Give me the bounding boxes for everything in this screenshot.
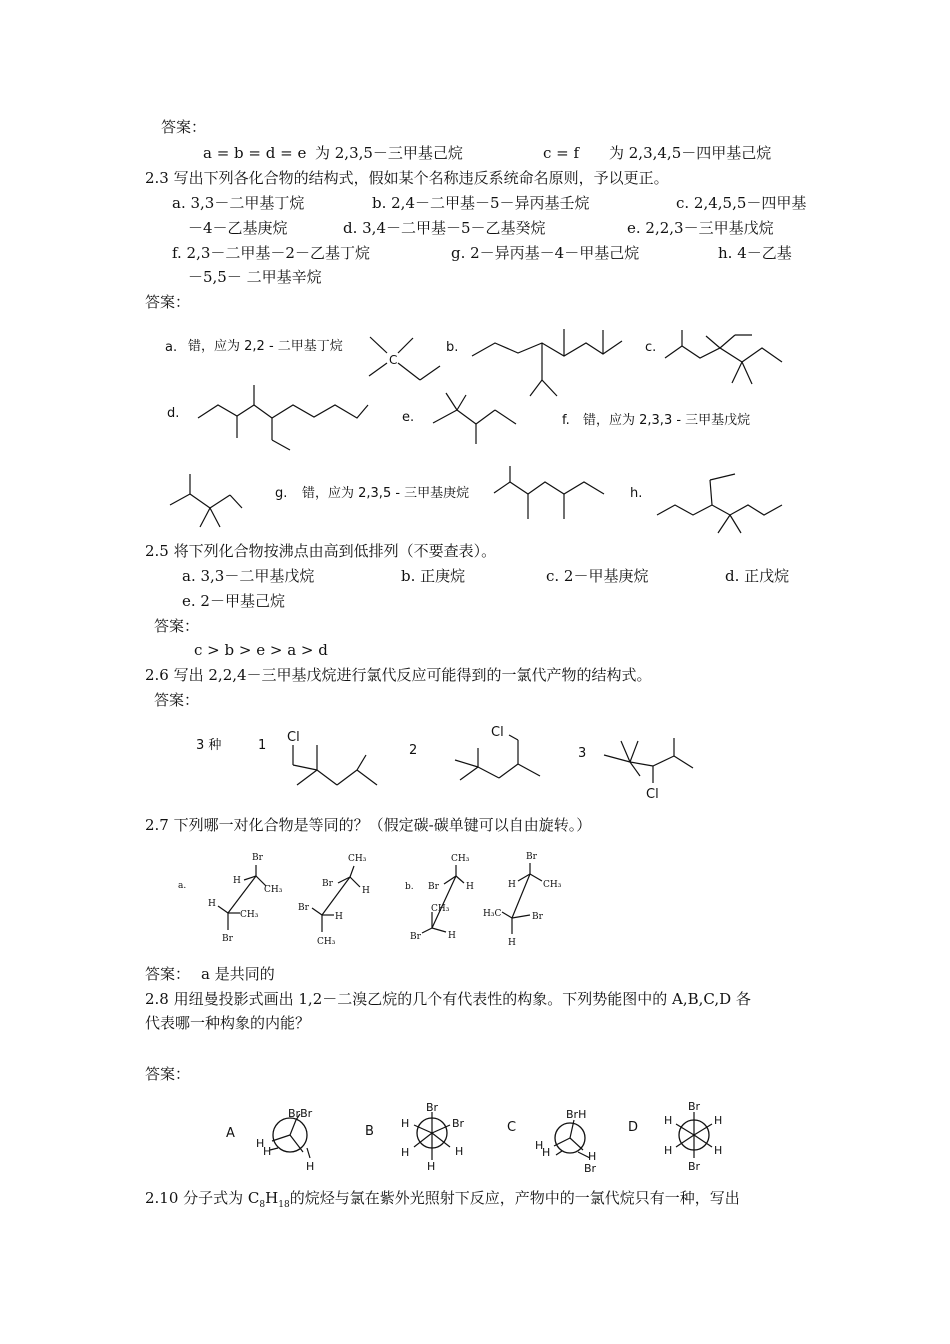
- chloro-product-2: [455, 735, 540, 780]
- svg-text:CH₃: CH₃: [240, 910, 259, 920]
- fig26-num2: 2: [409, 743, 418, 758]
- skeleton-23c: [665, 330, 782, 384]
- answer-24-line3: c = f: [543, 144, 580, 162]
- svg-text:H: H: [455, 1145, 464, 1158]
- svg-text:H: H: [588, 1150, 597, 1163]
- q25-e: e. 2－甲基己烷: [182, 592, 285, 610]
- svg-text:Br: Br: [222, 934, 233, 944]
- chloro-product-3: [604, 738, 693, 783]
- svg-text:H: H: [263, 1145, 272, 1158]
- question-28-line1: 2.8 用纽曼投影式画出 1,2－二溴乙烷的几个有代表性的构象。下列势能图中的 A,B,C,D 各: [145, 990, 751, 1008]
- svg-text:H: H: [362, 886, 370, 896]
- q23-h1: h. 4－乙基: [718, 244, 792, 262]
- question-210: 2.10 分子式为 $C_8H_{18}$的烷烃与氯在紫外光照射下反应，产物中的一氯代烷只有一种，写出: [145, 1189, 740, 1210]
- skeleton-23a: [369, 337, 440, 380]
- svg-text:H: H: [542, 1146, 551, 1159]
- question-23: 2.3 写出下列各化合物的结构式，假如某个名称违反系统命名原则，予以更正。: [145, 169, 669, 187]
- q23-c1: c. 2,4,5,5－四甲基: [676, 194, 807, 212]
- q25-d: d. 正戊烷: [725, 567, 790, 585]
- newman-B: [401, 1101, 465, 1173]
- svg-text:Br: Br: [532, 912, 543, 922]
- svg-text:Br: Br: [452, 1117, 465, 1130]
- answer-24-line2: 为 2,3,5－三甲基己烷: [315, 144, 463, 162]
- newman-D-label: D: [628, 1120, 639, 1135]
- chloro-product-1: [293, 745, 377, 785]
- svg-text:H: H: [208, 899, 216, 909]
- svg-text:BrH: BrH: [566, 1108, 587, 1121]
- answer-label-28: 答案：: [145, 1065, 191, 1083]
- fig23-a-label: a.: [165, 340, 178, 355]
- svg-text:H: H: [401, 1117, 410, 1130]
- q23-h2: －5,5－ 二甲基辛烷: [188, 268, 322, 286]
- svg-text:Br: Br: [298, 903, 309, 913]
- q23-a: a. 3,3－二甲基丁烷: [172, 194, 305, 212]
- svg-text:H: H: [714, 1144, 723, 1157]
- svg-text:CH₃: CH₃: [348, 854, 367, 864]
- svg-text:CH₃: CH₃: [317, 937, 336, 947]
- svg-text:Br: Br: [688, 1160, 701, 1173]
- fig23-a-carbon: C: [389, 353, 398, 367]
- fig26-num1: 1: [258, 738, 267, 753]
- fig23-h-label: h.: [630, 486, 643, 501]
- svg-text:H: H: [233, 876, 241, 886]
- sawhorse-a-label: a.: [178, 881, 187, 891]
- answer-24-line4: 为 2,3,4,5－四甲基己烷: [609, 144, 772, 162]
- fig23-g-correction: 错，应为 2,3,5 - 三甲基庚烷: [302, 486, 470, 501]
- svg-text:H: H: [714, 1114, 723, 1127]
- newman-A: [256, 1107, 314, 1173]
- svg-text:H: H: [664, 1144, 673, 1157]
- fig26-cl-3: Cl: [646, 787, 659, 802]
- svg-text:H₃C: H₃C: [483, 909, 502, 919]
- q23-b: b. 2,4－二甲基－5－异丙基壬烷: [372, 194, 590, 212]
- newman-C-label: C: [507, 1120, 517, 1135]
- q25-a: a. 3,3－二甲基戊烷: [182, 567, 315, 585]
- svg-text:BrBr: BrBr: [288, 1107, 313, 1120]
- question-26: 2.6 写出 2,2,4－三甲基戊烷进行氯代反应可能得到的一氯代产物的结构式。: [145, 666, 652, 684]
- fig23-a-correction: 错，应为 2,2 - 二甲基丁烷: [188, 339, 343, 354]
- sawhorse-a1: [208, 853, 283, 944]
- skeleton-23g: [494, 466, 604, 519]
- svg-text:Br: Br: [688, 1100, 701, 1113]
- q23-f: f. 2,3－二甲基－2－乙基丁烷: [172, 244, 370, 262]
- fig23-f-correction: 错，应为 2,3,3 - 三甲基戊烷: [583, 413, 751, 428]
- svg-text:H: H: [401, 1146, 410, 1159]
- fig23-f-label: f.: [562, 413, 570, 428]
- skeleton-23e: [433, 393, 516, 444]
- newman-A-label: A: [226, 1126, 235, 1141]
- fig23-e-label: e.: [402, 410, 415, 425]
- svg-text:H: H: [448, 931, 456, 941]
- svg-text:CH₃: CH₃: [451, 854, 470, 864]
- svg-text:Br: Br: [426, 1101, 439, 1114]
- fig23-d-label: d.: [167, 406, 180, 421]
- answer-label-26: 答案：: [154, 691, 200, 709]
- sawhorse-b2: [483, 852, 562, 948]
- q25-b: b. 正庚烷: [401, 567, 466, 585]
- fig26-num3: 3: [578, 746, 587, 761]
- answer-25: c > b > e > a > d: [194, 641, 328, 659]
- newman-B-label: B: [365, 1124, 374, 1139]
- newman-D: [664, 1100, 722, 1173]
- answer-27: a 是共同的: [201, 965, 275, 983]
- svg-text:H: H: [508, 938, 516, 948]
- svg-text:H: H: [466, 882, 474, 892]
- sawhorse-a2: [298, 854, 370, 947]
- svg-text:Br: Br: [526, 852, 537, 862]
- svg-text:H: H: [508, 880, 516, 890]
- skeleton-23d: [198, 385, 368, 450]
- svg-text:Br: Br: [428, 882, 439, 892]
- skeleton-23f: [170, 474, 242, 527]
- q23-c2: －4－乙基庚烷: [188, 219, 288, 237]
- q23-d: d. 3,4－二甲基－5－乙基癸烷: [343, 219, 546, 237]
- question-27: 2.7 下列哪一对化合物是等同的？（假定碳-碳单键可以自由旋转。）: [145, 816, 592, 834]
- svg-text:H: H: [256, 1137, 265, 1150]
- svg-text:Br: Br: [584, 1162, 597, 1175]
- svg-text:CH₃: CH₃: [264, 885, 283, 895]
- svg-text:H: H: [306, 1160, 315, 1173]
- svg-text:CH₃: CH₃: [543, 880, 562, 890]
- svg-text:H: H: [664, 1114, 673, 1127]
- answer-label-27: 答案：: [145, 965, 191, 983]
- skeleton-23h: [657, 474, 782, 533]
- fig23-g-label: g.: [275, 486, 288, 501]
- q23-e: e. 2,2,3－三甲基戊烷: [627, 219, 774, 237]
- question-25: 2.5 将下列化合物按沸点由高到低排列（不要查表）。: [145, 542, 497, 560]
- svg-text:H: H: [335, 912, 343, 922]
- answer-label-25: 答案：: [154, 617, 200, 635]
- svg-text:Br: Br: [252, 853, 263, 863]
- fig26-cl-1: Cl: [287, 730, 300, 745]
- sawhorse-b1: [410, 854, 474, 942]
- q25-c: c. 2－甲基庚烷: [546, 567, 649, 585]
- question-28-line2: 代表哪一种构象的内能？: [145, 1014, 311, 1032]
- answer-24-line1: a = b = d = e: [203, 144, 307, 162]
- svg-text:Br: Br: [322, 879, 333, 889]
- answer-label-23: 答案：: [145, 293, 191, 311]
- svg-text:H: H: [427, 1160, 436, 1173]
- svg-text:CH₃: CH₃: [431, 904, 450, 914]
- skeleton-23b: [472, 329, 622, 396]
- fig26-count: 3 种: [196, 738, 222, 753]
- newman-C: [535, 1108, 597, 1175]
- svg-text:Br: Br: [410, 932, 421, 942]
- q23-g: g. 2－异丙基－4－甲基己烷: [451, 244, 640, 262]
- answer-label-24: 答案：: [161, 118, 207, 136]
- svg-text:H: H: [535, 1139, 544, 1152]
- fig23-c-label: c.: [645, 340, 657, 355]
- fig23-b-label: b.: [446, 340, 459, 355]
- fig26-cl-2: Cl: [491, 725, 504, 740]
- sawhorse-b-label: b.: [405, 882, 414, 892]
